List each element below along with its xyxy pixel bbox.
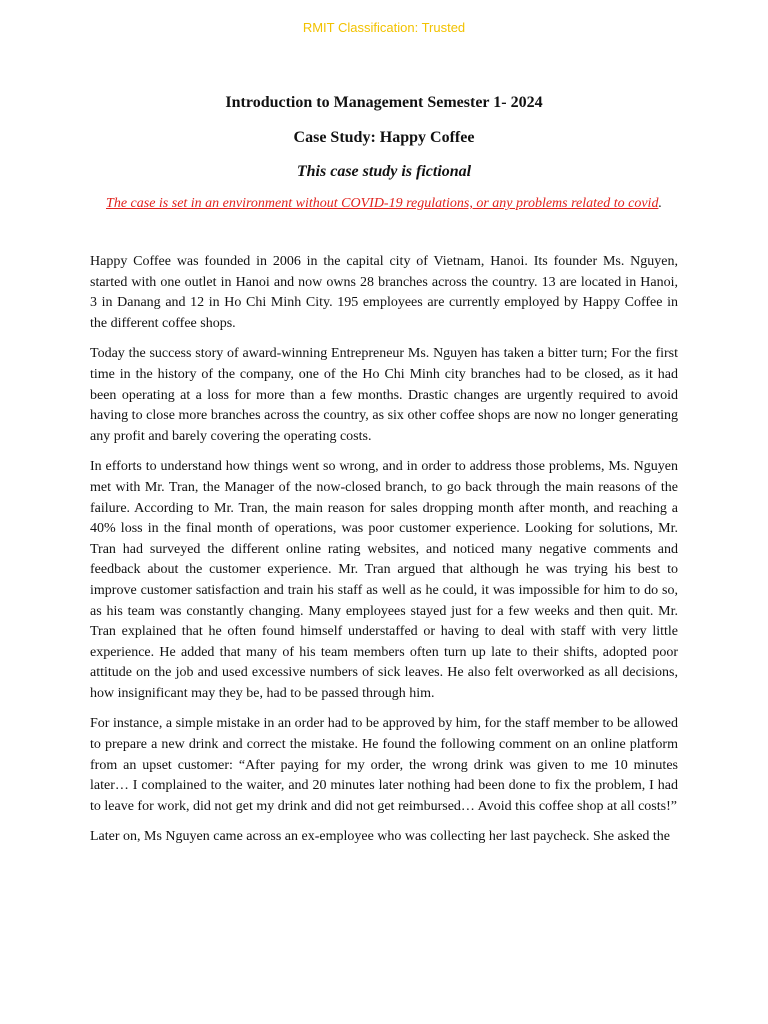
classification-label: RMIT Classification: Trusted	[302, 20, 466, 35]
paragraph-customer-comment: For instance, a simple mistake in an order had to be approved by him, for the staff member to be allowed to prepare a new drink and correct the mistake. He found the following comment on an online platform from an upset customer: “After paying for my order, the wrong drink was given to me 10 minutes later… I complained to the waiter, and 20 minutes later nothing had been done to fix the problem, I had to leave for work, did not get my drink and did not get reimbursed… Avoid this coffee shop at all costs!”	[90, 716, 678, 814]
covid-notice-period: .	[658, 196, 662, 211]
covid-notice-text: The case is set in an environment without COVID-19 regulations, or any problems related to covid	[106, 196, 659, 211]
covid-notice	[90, 195, 678, 213]
paragraph-ex-employee: Later on, Ms Nguyen came across an ex-employee who was collecting her last paycheck. She asked the	[90, 829, 671, 845]
case-study-title: Case Study: Happy Coffee	[293, 129, 475, 146]
paragraph-founding: Happy Coffee was founded in 2006 in the capital city of Vietnam, Hanoi. Its founder Ms. Nguyen, started with one outlet in Hanoi and now owns 28 branches across the country. 13 are located in Hanoi, 3 in Danang and 12 in Ho Chi Minh City. 195 employees are currently employed by Happy Coffee in the different coffee shops.	[90, 254, 678, 331]
document-page	[90, 94, 678, 858]
fictional-note: This case study is fictional	[296, 163, 472, 180]
paragraph-bitter-turn: Today the success story of award-winning Entrepreneur Ms. Nguyen has taken a bitter turn; For the first time in the history of the company, one of the Ho Chi Minh city branches had to be closed, as it had been operating at a loss for more than a few months. Drastic changes are urgently required to avoid having to close more branches across the country, as six other coffee shops are now no longer generating any profit and barely covering the operating costs.	[90, 346, 678, 444]
document-title: Introduction to Management Semester 1- 2024	[225, 94, 543, 111]
paragraph-manager-meeting: In efforts to understand how things went so wrong, and in order to address those problems, Ms. Nguyen met with Mr. Tran, the Manager of the now-closed branch, to go back through the main reasons of the failure. According to Mr. Tran, the main reason for sales dropping month after month, and reaching a 40% loss in the final month of operations, was poor customer experience. Looking for solutions, Mr. Tran had surveyed the different online rating websites, and noticed many negative comments and feedback about the customer experience. Mr. Tran argued that although he was trying his best to improve customer satisfaction and train his staff as well as he could, it was impossible for him to do so, as his team was constantly changing. Many employees stayed just for a few weeks and then quit. Mr. Tran explained that he often found himself understaffed or having to deal with staff with very little experience. He added that many of his team members often turn up late to their shifts, adopted poor attitude on the job and used excessive numbers of sick leaves. He also felt overworked as all decisions, how insignificant may they be, had to be passed through him.	[90, 459, 678, 701]
